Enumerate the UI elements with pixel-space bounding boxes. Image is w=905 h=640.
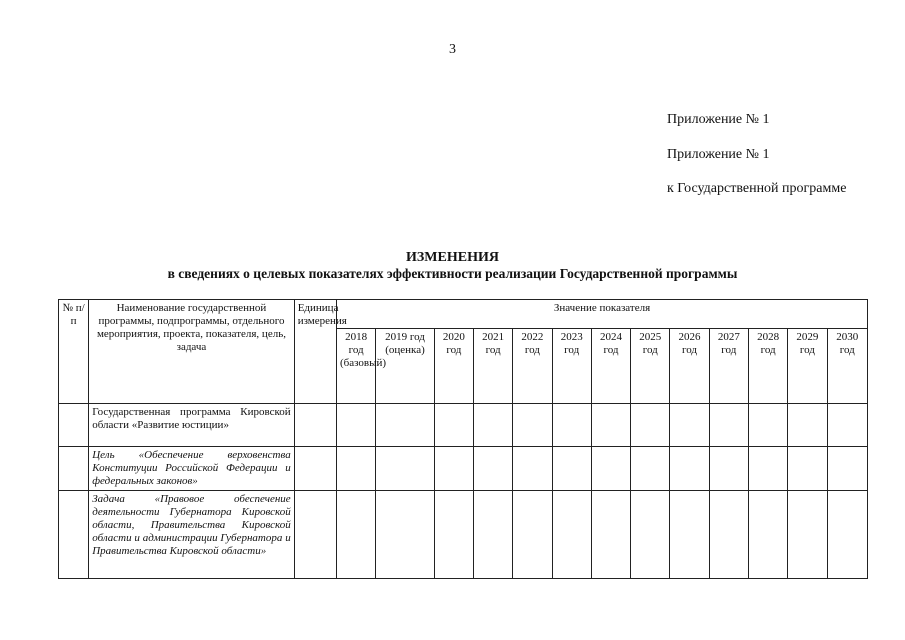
header-year: 2025 год xyxy=(631,329,670,404)
row-num-cell xyxy=(59,491,89,579)
value-cell xyxy=(748,491,787,579)
header-value: Значение показателя xyxy=(337,300,868,329)
header-year: 2019 год (оценка) xyxy=(376,329,434,404)
value-cell xyxy=(827,404,867,447)
row-num-cell xyxy=(59,447,89,491)
appendix-label-repeat: Приложение № 1 xyxy=(667,147,770,162)
header-year: 2022 год xyxy=(513,329,552,404)
value-cell xyxy=(788,404,827,447)
value-cell xyxy=(337,404,376,447)
value-cell xyxy=(591,491,630,579)
row-name-cell: Задача «Правовое обеспечение деятельности Губернатора Кировской области, Правительства Кировской области и администрации Губернатора и Правительства Кировской области» xyxy=(89,491,294,579)
header-unit: Единица измерения xyxy=(294,300,336,404)
unit-cell xyxy=(294,491,336,579)
value-cell xyxy=(709,404,748,447)
header-year: 2024 год xyxy=(591,329,630,404)
header-year: 2029 год xyxy=(788,329,827,404)
unit-cell xyxy=(294,447,336,491)
value-cell xyxy=(337,491,376,579)
value-cell xyxy=(631,404,670,447)
value-cell xyxy=(376,404,434,447)
appendix-reference: к Государственной программе xyxy=(667,181,847,196)
header-year: 2018 год (базовый) xyxy=(337,329,376,404)
value-cell xyxy=(337,447,376,491)
table-row xyxy=(59,404,868,447)
header-name: Наименование государственной программы, подпрограммы, отдельного мероприятия, проекта, показателя, цель, задача xyxy=(89,300,294,404)
document-subtitle: в сведениях о целевых показателях эффективности реализации Государственной программы xyxy=(167,266,738,281)
value-cell xyxy=(513,491,552,579)
row-name-cell: Цель «Обеспечение верховенства Конституции Российской Федерации и федеральных законов» xyxy=(89,447,294,491)
value-cell xyxy=(473,447,512,491)
value-cell xyxy=(631,447,670,491)
value-cell xyxy=(631,491,670,579)
value-cell xyxy=(473,491,512,579)
value-cell xyxy=(827,447,867,491)
value-cell xyxy=(552,447,591,491)
value-cell xyxy=(670,447,709,491)
page-number: 3 xyxy=(449,42,456,57)
value-cell xyxy=(434,404,473,447)
value-cell xyxy=(788,447,827,491)
value-cell xyxy=(709,491,748,579)
table-row xyxy=(59,447,868,491)
document-title: ИЗМЕНЕНИЯ xyxy=(406,250,499,265)
value-cell xyxy=(513,447,552,491)
value-cell xyxy=(748,447,787,491)
value-cell xyxy=(670,404,709,447)
header-year: 2027 год xyxy=(709,329,748,404)
value-cell xyxy=(591,404,630,447)
header-num: № п/п xyxy=(59,300,89,404)
header-year: 2028 год xyxy=(748,329,787,404)
unit-cell xyxy=(294,404,336,447)
appendix-label: Приложение № 1 xyxy=(667,112,770,127)
value-cell xyxy=(709,447,748,491)
value-cell xyxy=(670,491,709,579)
value-cell xyxy=(591,447,630,491)
value-cell xyxy=(748,404,787,447)
row-name-cell: Государственная программа Кировской области «Развитие юстиции» xyxy=(89,404,294,447)
value-cell xyxy=(376,491,434,579)
value-cell xyxy=(434,447,473,491)
value-cell xyxy=(827,491,867,579)
value-cell xyxy=(552,491,591,579)
indicators-table xyxy=(58,299,868,579)
row-num-cell xyxy=(59,404,89,447)
header-year: 2021 год xyxy=(473,329,512,404)
value-cell xyxy=(376,447,434,491)
value-cell xyxy=(434,491,473,579)
value-cell xyxy=(788,491,827,579)
value-cell xyxy=(513,404,552,447)
table-row xyxy=(59,491,868,579)
header-year: 2023 год xyxy=(552,329,591,404)
value-cell xyxy=(473,404,512,447)
header-year: 2030 год xyxy=(827,329,867,404)
header-year: 2026 год xyxy=(670,329,709,404)
header-year: 2020 год xyxy=(434,329,473,404)
value-cell xyxy=(552,404,591,447)
document-title-block xyxy=(0,250,905,282)
